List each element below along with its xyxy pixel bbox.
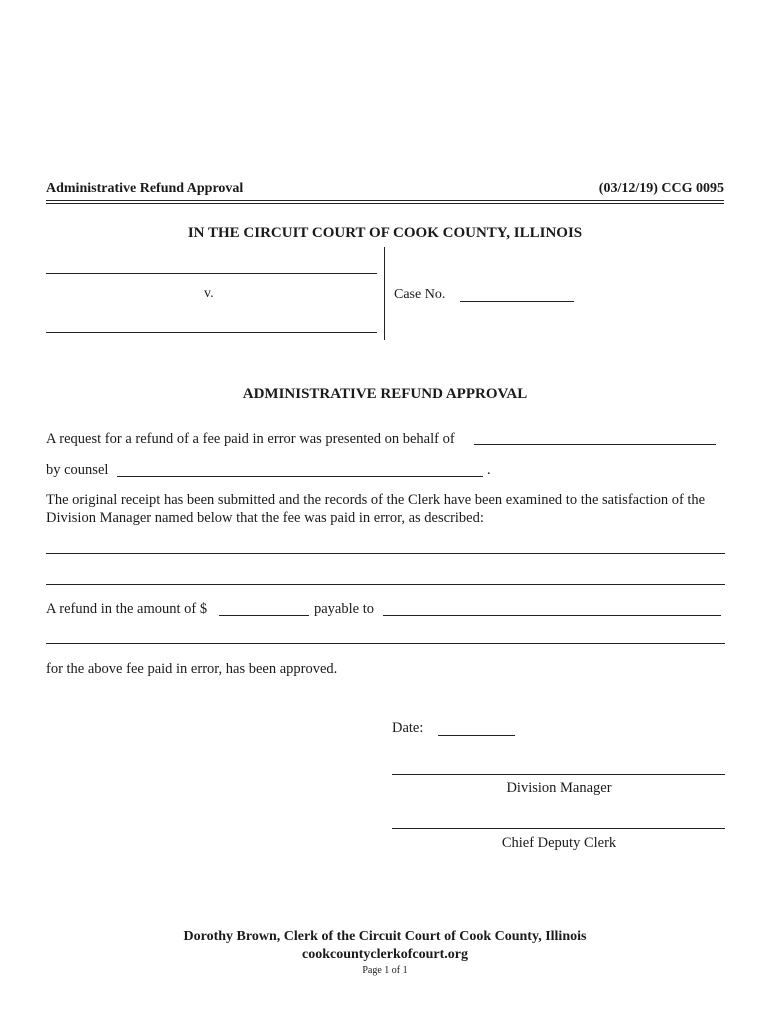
chief-deputy-clerk-label: Chief Deputy Clerk <box>501 835 617 851</box>
behalf-of-field[interactable] <box>474 444 716 445</box>
request-text: A request for a refund of a fee paid in error was presented on behalf of <box>46 431 455 447</box>
court-title: IN THE CIRCUIT COURT OF COOK COUNTY, ILLINOIS <box>187 225 583 241</box>
form-name: Administrative Refund Approval <box>46 181 244 196</box>
versus-label: v. <box>204 286 214 301</box>
header-rule-top <box>46 200 724 201</box>
case-number-field[interactable] <box>460 301 574 302</box>
refund-amount-field[interactable] <box>219 615 309 616</box>
refund-amount-label: A refund in the amount of $ <box>46 601 208 617</box>
footer-clerk-name: Dorothy Brown, Clerk of the Circuit Court of Cook County, Illinois <box>183 929 587 944</box>
caption-divider <box>384 247 385 340</box>
date-label: Date: <box>392 720 424 736</box>
description-line-2[interactable] <box>46 584 725 585</box>
counsel-field[interactable] <box>117 476 483 477</box>
counsel-end-period: . <box>487 462 491 478</box>
payable-to-field[interactable] <box>383 615 721 616</box>
description-line-1[interactable] <box>46 553 725 554</box>
plaintiff-field[interactable] <box>46 273 377 274</box>
form-code: (03/12/19) CCG 0095 <box>598 181 724 196</box>
defendant-field[interactable] <box>46 332 377 333</box>
document-title: ADMINISTRATIVE REFUND APPROVAL <box>242 386 528 402</box>
page-number: Page 1 of 1 <box>362 965 408 976</box>
footer-website: cookcountyclerkofcourt.org <box>301 947 469 962</box>
payable-line-2[interactable] <box>46 643 725 644</box>
case-number-label: Case No. <box>394 287 446 302</box>
division-manager-signature-line[interactable] <box>392 774 725 775</box>
date-field[interactable] <box>438 735 515 736</box>
payable-label: payable to <box>314 601 374 617</box>
receipt-paragraph: The original receipt has been submitted and the records of the Clerk have been examined to the satisfaction of the Division Manager named below that the fee was paid in error, as described: <box>46 492 706 526</box>
counsel-label: by counsel <box>46 462 109 478</box>
division-manager-label: Division Manager <box>506 780 612 796</box>
approved-text: for the above fee paid in error, has been approved. <box>46 661 338 677</box>
header-rule-bottom <box>46 203 724 204</box>
chief-deputy-clerk-signature-line[interactable] <box>392 828 725 829</box>
